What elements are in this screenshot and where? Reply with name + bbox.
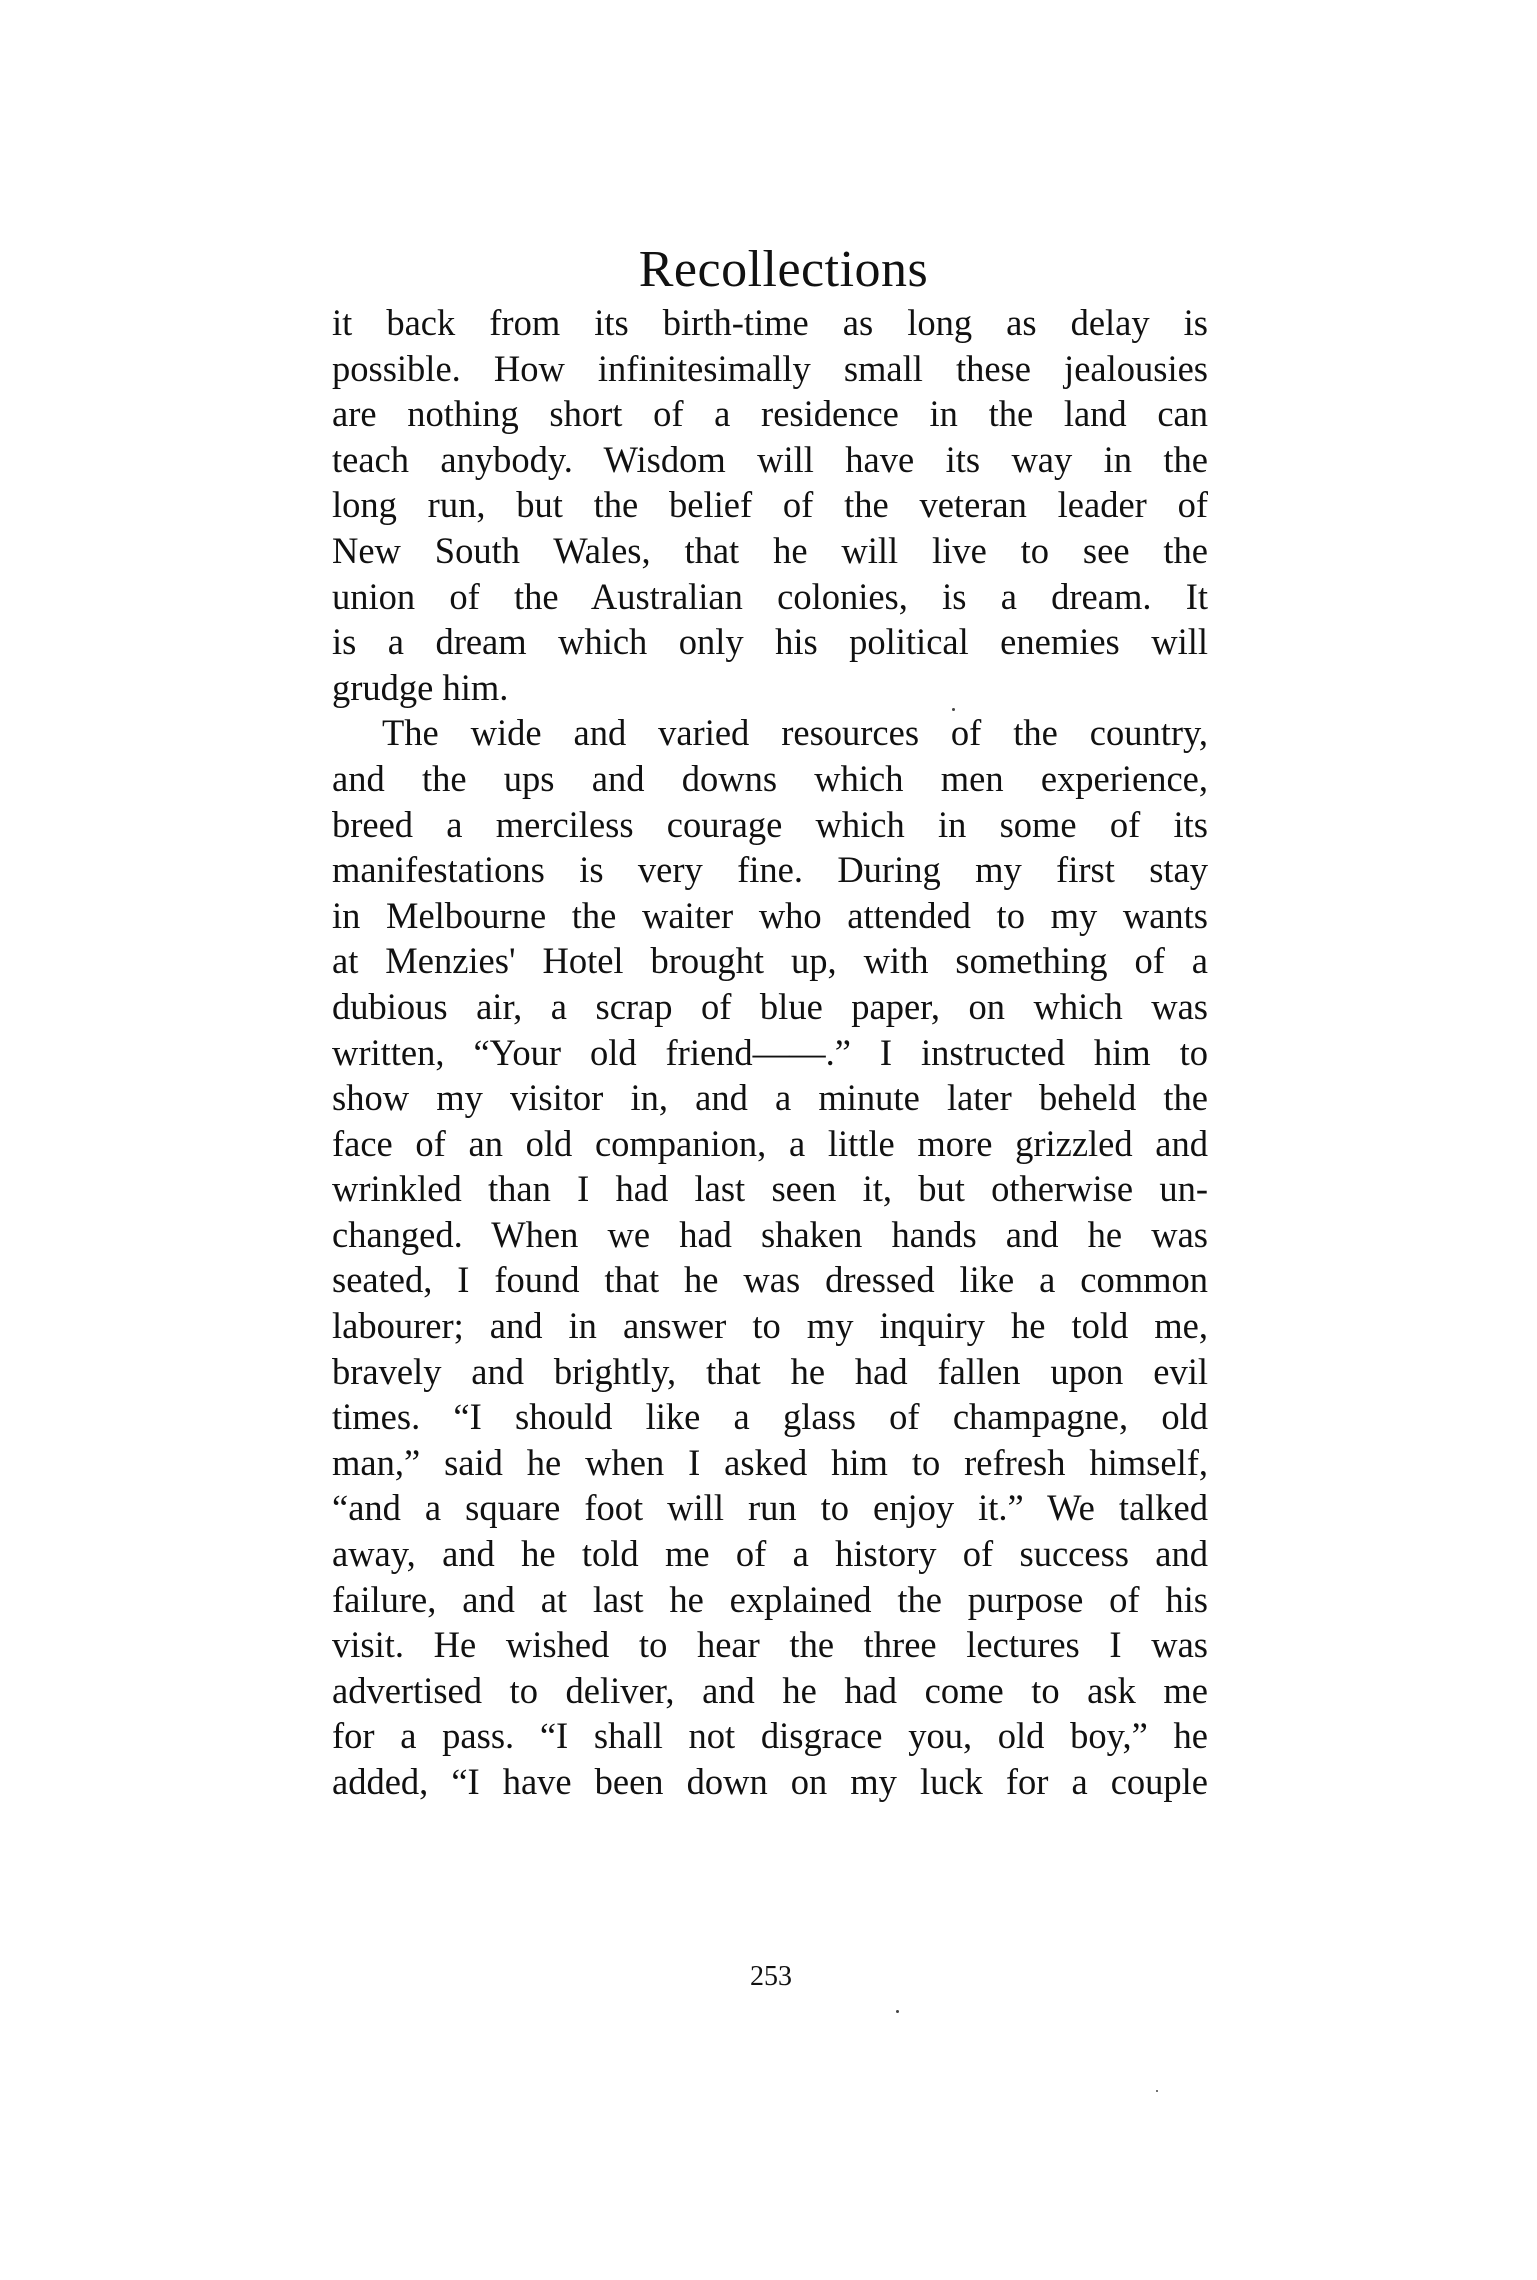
text-line: man,” said he when I asked him to refresh himself, <box>332 1441 1208 1483</box>
text-line: times. “I should like a glass of champagne, old <box>332 1396 1208 1438</box>
text-line: bravely and brightly, that he had fallen upon evil <box>332 1350 1208 1392</box>
paragraph-1 <box>332 300 1208 710</box>
text-line: show my visitor in, and a minute later beheld the <box>332 1077 1208 1119</box>
text-line: grudge him. <box>332 666 509 708</box>
text-line: seated, I found that he was dressed like a common <box>332 1259 1208 1301</box>
text-line: at Menzies' Hotel brought up, with something of a <box>332 940 1208 982</box>
text-line: away, and he told me of a history of success and <box>332 1533 1208 1575</box>
text-line: The wide and varied resources of the country, <box>382 712 1208 754</box>
body-text <box>332 300 1208 1805</box>
text-line: visit. He wished to hear the three lectures I was <box>332 1624 1208 1666</box>
text-line: written, “Your old friend——.” I instructed him to <box>332 1031 1208 1073</box>
text-line: New South Wales, that he will live to see the <box>332 529 1208 571</box>
text-line: breed a merciless courage which in some of its <box>332 803 1208 845</box>
text-line: dubious air, a scrap of blue paper, on which was <box>332 985 1208 1027</box>
text-line: teach anybody. Wisdom will have its way in the <box>332 438 1208 480</box>
text-line: labourer; and in answer to my inquiry he told me, <box>332 1305 1208 1347</box>
page-number: 253 <box>750 1961 792 1992</box>
scan-speck <box>952 708 955 711</box>
text-line: “and a square foot will run to enjoy it.” We talked <box>332 1487 1208 1529</box>
text-line: and the ups and downs which men experience, <box>332 757 1208 799</box>
scan-speck <box>1156 2090 1158 2092</box>
paragraph-2 <box>332 710 1208 1804</box>
text-line: possible. How infinitesimally small these jealousies <box>332 347 1208 389</box>
text-line: is a dream which only his political enemies will <box>332 621 1208 663</box>
text-line: manifestations is very fine. During my first stay <box>332 849 1208 891</box>
text-line: added, “I have been down on my luck for a couple <box>332 1761 1208 1802</box>
text-line: face of an old companion, a little more grizzled and <box>332 1122 1208 1164</box>
text-line: changed. When we had shaken hands and he was <box>332 1213 1208 1255</box>
text-line: are nothing short of a residence in the land can <box>332 393 1208 435</box>
text-line: it back from its birth-time as long as delay is <box>332 302 1208 343</box>
text-line: for a pass. “I shall not disgrace you, old boy,” he <box>332 1715 1208 1757</box>
text-line: wrinkled than I had last seen it, but otherwise un- <box>332 1168 1208 1210</box>
running-head: Recollections <box>638 241 929 298</box>
text-line: failure, and at last he explained the purpose of his <box>332 1578 1208 1620</box>
text-line: union of the Australian colonies, is a dream. It <box>332 575 1208 617</box>
text-line: in Melbourne the waiter who attended to my wants <box>332 894 1208 936</box>
text-line: long run, but the belief of the veteran leader of <box>332 484 1208 526</box>
scan-speck <box>896 2010 899 2013</box>
text-line: advertised to deliver, and he had come to ask me <box>332 1669 1208 1711</box>
